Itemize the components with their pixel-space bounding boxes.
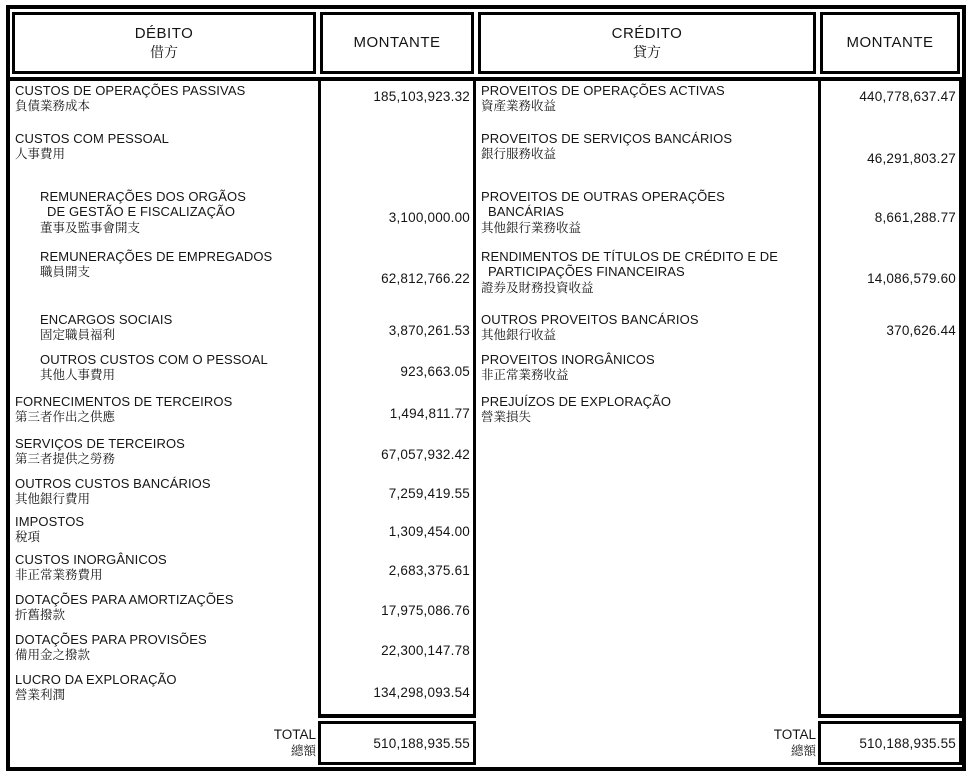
debit-label	[10, 630, 318, 670]
debit-amount: 22,300,147.78	[318, 630, 476, 670]
credit-amount	[818, 590, 962, 630]
credit-label-zh: 其他銀行業務收益	[481, 220, 582, 235]
debit-label-zh: 備用金之撥款	[15, 648, 91, 663]
credit-total-label-pt: TOTAL	[773, 727, 816, 743]
credit-label	[476, 590, 818, 630]
debit-label-zh: 第三者提供之勞務	[15, 452, 116, 467]
credit-label	[476, 247, 818, 310]
credit-amount: 14,086,579.60	[818, 247, 962, 310]
debit-label-pt: DOTAÇÕES PARA PROVISÕES	[15, 632, 207, 647]
debit-label-pt: REMUNERAÇÕES DE EMPREGADOS	[40, 249, 273, 264]
credit-amount	[818, 434, 962, 474]
debit-amount: 2,683,375.61	[318, 550, 476, 590]
credit-label	[476, 474, 818, 512]
debit-label	[10, 590, 318, 630]
debit-label-pt: OUTROS CUSTOS BANCÁRIOS	[15, 476, 211, 491]
header-debit-title-zh: 借方	[150, 43, 178, 60]
debit-label	[10, 474, 318, 512]
debit-total-label-pt: TOTAL	[273, 727, 316, 743]
credit-label	[476, 550, 818, 590]
debit-amount: 185,103,923.32	[318, 81, 476, 129]
debit-amount: 3,100,000.00	[318, 187, 476, 247]
credit-label-pt: RENDIMENTOS DE TÍTULOS DE CRÉDITO E DE PARTICIPAÇÕES FINANCEIRAS	[481, 249, 779, 280]
credit-total-label-zh: 總額	[790, 743, 816, 758]
credit-label-zh: 資產業務收益	[481, 99, 557, 114]
credit-amount: 46,291,803.27	[818, 129, 962, 187]
debit-label-pt: IMPOSTOS	[15, 514, 85, 529]
credit-label-pt: PROVEITOS INORGÂNICOS	[481, 352, 655, 367]
debit-total-label	[10, 718, 318, 768]
total-row	[10, 718, 962, 768]
debit-label	[10, 550, 318, 590]
debit-label-pt: DOTAÇÕES PARA AMORTIZAÇÕES	[15, 592, 234, 607]
debit-total-label-zh: 總額	[290, 743, 316, 758]
debit-label-pt: CUSTOS COM PESSOAL	[15, 131, 169, 146]
debit-amount: 17,975,086.76	[318, 590, 476, 630]
debit-amount	[318, 129, 476, 187]
credit-label	[476, 670, 818, 718]
credit-amount: 8,661,288.77	[818, 187, 962, 247]
debit-label	[10, 670, 318, 718]
debit-label-zh: 負債業務成本	[15, 99, 91, 114]
debit-label	[10, 129, 318, 187]
debit-label	[10, 434, 318, 474]
credit-label	[476, 512, 818, 550]
header-credit-title: CRÉDITO	[611, 24, 683, 42]
debit-label-pt: OUTROS CUSTOS COM O PESSOAL	[40, 352, 268, 367]
credit-label	[476, 310, 818, 350]
header-credit-title-zh: 貸方	[633, 43, 661, 60]
debit-label-zh: 人事費用	[15, 147, 66, 162]
debit-amount: 3,870,261.53	[318, 310, 476, 350]
debit-label	[10, 512, 318, 550]
table-body	[10, 81, 962, 718]
debit-label-zh: 稅項	[15, 530, 41, 545]
debit-label-zh: 董事及監事會開支	[40, 220, 141, 235]
debit-label	[10, 81, 318, 129]
credit-amount	[818, 474, 962, 512]
debit-amount: 923,663.05	[318, 350, 476, 392]
debit-label-pt: ENCARGOS SOCIAIS	[40, 312, 173, 327]
debit-label-zh: 其他銀行費用	[15, 492, 91, 507]
debit-label-pt: CUSTOS INORGÂNICOS	[15, 552, 167, 567]
credit-amount	[818, 670, 962, 718]
debit-label	[10, 350, 318, 392]
credit-label	[476, 350, 818, 392]
credit-label-zh: 非正常業務收益	[481, 368, 569, 383]
credit-label-pt: PROVEITOS DE OPERAÇÕES ACTIVAS	[481, 83, 725, 98]
credit-amount: 370,626.44	[818, 310, 962, 350]
debit-amount: 7,259,419.55	[318, 474, 476, 512]
credit-label-zh: 營業損失	[481, 410, 532, 425]
debit-label	[10, 310, 318, 350]
debit-amount: 1,494,811.77	[318, 392, 476, 434]
credit-label	[476, 81, 818, 129]
debit-label-zh: 折舊撥款	[15, 608, 66, 623]
credit-label-zh: 證券及財務投資收益	[481, 280, 594, 295]
table-row	[10, 350, 962, 392]
debit-label-zh: 其他人事費用	[40, 368, 116, 383]
credit-label	[476, 187, 818, 247]
debit-label-pt: SERVIÇOS DE TERCEIROS	[15, 436, 185, 451]
header-debit-amount-title: MONTANTE	[353, 33, 441, 51]
table-row	[10, 187, 962, 247]
table-row	[10, 81, 962, 129]
table-row	[10, 670, 962, 718]
debit-label-zh: 第三者作出之供應	[15, 410, 116, 425]
table-row	[10, 474, 962, 512]
debit-label-zh: 營業利潤	[15, 688, 66, 703]
table-row	[10, 392, 962, 434]
table-row	[10, 247, 962, 310]
header-debit-amount	[320, 12, 474, 74]
debit-label	[10, 187, 318, 247]
debit-label	[10, 392, 318, 434]
credit-total-label	[476, 718, 818, 768]
credit-label-pt: PROVEITOS DE OUTRAS OPERAÇÕES BANCÁRIAS	[481, 189, 725, 220]
debit-label-pt: LUCRO DA EXPLORAÇÃO	[15, 672, 177, 687]
header-credit-amount	[820, 12, 960, 74]
credit-amount	[818, 350, 962, 392]
debit-label-pt: FORNECIMENTOS DE TERCEIROS	[15, 394, 233, 409]
credit-label-pt: PROVEITOS DE SERVIÇOS BANCÁRIOS	[481, 131, 733, 146]
debit-label-zh: 固定職員福利	[40, 328, 116, 343]
credit-label-zh: 銀行服務收益	[481, 147, 557, 162]
header-debit	[12, 12, 316, 74]
table-frame	[6, 5, 966, 771]
table-row	[10, 550, 962, 590]
table-row	[10, 129, 962, 187]
debit-label-zh: 非正常業務費用	[15, 568, 103, 583]
header-credit	[478, 12, 816, 74]
debit-amount: 134,298,093.54	[318, 670, 476, 718]
credit-label	[476, 630, 818, 670]
debit-amount: 1,309,454.00	[318, 512, 476, 550]
credit-label	[476, 129, 818, 187]
debit-total-amount: 510,188,935.55	[318, 721, 476, 765]
credit-amount	[818, 392, 962, 434]
table-row	[10, 512, 962, 550]
credit-label-pt: OUTROS PROVEITOS BANCÁRIOS	[481, 312, 699, 327]
credit-label-zh: 其他銀行收益	[481, 328, 557, 343]
credit-total-cell	[818, 718, 962, 768]
debit-amount: 62,812,766.22	[318, 247, 476, 310]
credit-amount	[818, 512, 962, 550]
debit-label-pt: CUSTOS DE OPERAÇÕES PASSIVAS	[15, 83, 246, 98]
credit-label	[476, 434, 818, 474]
credit-amount	[818, 630, 962, 670]
header-credit-amount-title: MONTANTE	[846, 33, 934, 51]
credit-label	[476, 392, 818, 434]
debit-label-pt: REMUNERAÇÕES DOS ORGÃOS DE GESTÃO E FISCALIZAÇÃO	[40, 189, 246, 220]
debit-label-zh: 職員開支	[40, 265, 91, 280]
table-header-row	[10, 9, 962, 81]
credit-total-amount: 510,188,935.55	[818, 721, 962, 765]
header-debit-title: DÉBITO	[134, 24, 194, 42]
credit-amount: 440,778,637.47	[818, 81, 962, 129]
table-row	[10, 590, 962, 630]
credit-amount	[818, 550, 962, 590]
table-row	[10, 310, 962, 350]
credit-label-pt: PREJUÍZOS DE EXPLORAÇÃO	[481, 394, 672, 409]
debit-total-cell	[318, 718, 476, 768]
debit-label	[10, 247, 318, 310]
table-row	[10, 630, 962, 670]
table-row	[10, 434, 962, 474]
debit-amount: 67,057,932.42	[318, 434, 476, 474]
